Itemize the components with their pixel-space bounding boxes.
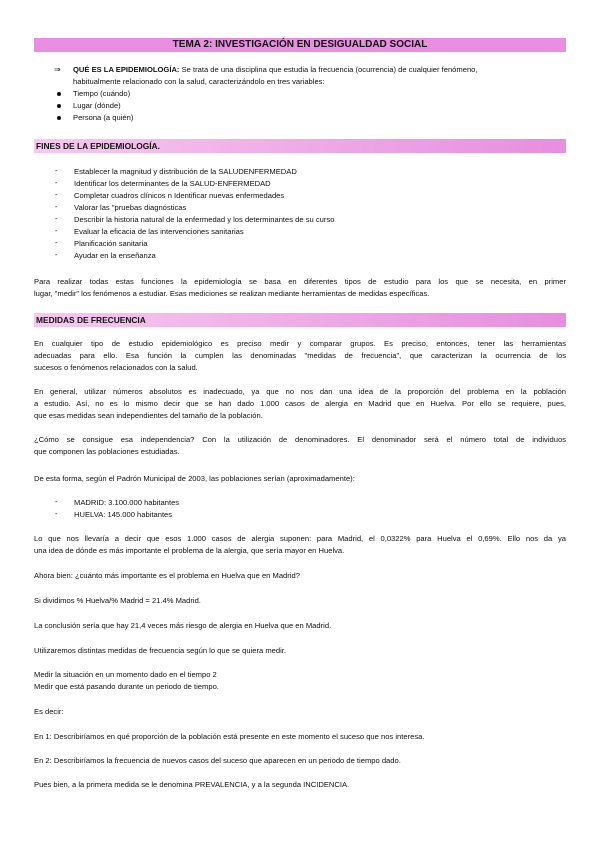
paragraph-line: que componen las poblaciones estudiadas. bbox=[34, 447, 180, 456]
paragraph-line: sucesos o fenómenos relacionados con la salud. bbox=[34, 363, 198, 372]
paragraph-line: En general, utilizar números absolutos es inadecuado, ya que no nos dan una idea de la proporción del problema en la población bbox=[34, 387, 566, 396]
page-title: TEMA 2: INVESTIGACIÓN EN DESIGUALDAD SOCIAL bbox=[34, 38, 566, 52]
arrow-icon: ⇒ bbox=[54, 65, 61, 74]
list-item: Evaluar la eficacia de las intervenciones sanitarias bbox=[74, 227, 244, 236]
section-heading-medidas: MEDIDAS DE FRECUENCIA bbox=[34, 313, 566, 327]
paragraph-line: En cualquier tipo de estudio epidemiológico es preciso medir y comparar grupos. Es preciso, entonces, tener las herramientas bbox=[34, 339, 566, 348]
paragraph-line: ¿Cómo se consigue esa independencia? Con la utilización de denominadores. El denominador será el número total de individuos bbox=[34, 435, 566, 444]
fines-paragraph-line-1: Para realizar todas estas funciones la epidemiología se basa en diferentes tipos de estudio para los que se necesita, en primer bbox=[34, 277, 566, 286]
dash-marker: - bbox=[55, 166, 58, 175]
list-item: Describir la historia natural de la enfermedad y los determinantes de su curso bbox=[74, 215, 335, 224]
dash-marker: - bbox=[55, 190, 58, 199]
paragraph-line: En 2: Describiríamos la frecuencia de nuevos casos del suceso que aparecen en un periodo de tiempo dado. bbox=[34, 756, 401, 765]
list-item: Valorar las "pruebas diagnósticas bbox=[74, 203, 187, 212]
paragraph-line: adecuadas para ello. Esa función la cumplen las denominadas "medidas de frecuencia", que caracterizan la ocurrencia de los bbox=[34, 351, 566, 360]
paragraph-line: Utilizaremos distintas medidas de frecuencia según lo que se quiera medir. bbox=[34, 646, 286, 655]
intro-line-1 bbox=[73, 64, 567, 76]
section-heading-fines: FINES DE LA EPIDEMIOLOGÍA. bbox=[34, 139, 566, 153]
dash-marker: - bbox=[55, 497, 58, 506]
dash-marker: - bbox=[55, 202, 58, 211]
dash-marker: - bbox=[55, 238, 58, 247]
dash-marker: - bbox=[55, 214, 58, 223]
paragraph-line: que esas medidas sean independientes del tamaño de la población. bbox=[34, 411, 263, 420]
paragraph-line: Lo que nos llevaría a decir que esos 1.000 casos de alergia suponen: para Madrid, el 0,0322% para Huelva el 0,69%. Ello nos da ya bbox=[34, 534, 566, 543]
paragraph-line: una idea de dónde es más importante el problema de la alergia, que sería mayor en Huelva. bbox=[34, 546, 345, 555]
intro-text-2: habitualmente relacionado con la salud, caracterizándolo en tres variables: bbox=[73, 77, 325, 86]
bullet-icon bbox=[57, 92, 61, 96]
dash-marker: - bbox=[55, 226, 58, 235]
paragraph-line: Es decir: bbox=[34, 707, 64, 716]
intro-label: QUÉ ES LA EPIDEMIOLOGÍA: bbox=[73, 65, 180, 74]
paragraph-line: a estudio. Así, no es lo mismo decir que se han dado 1.000 casos de alergia en Madrid que en Huelva. Por ello se requiere, pues, bbox=[34, 399, 566, 408]
fines-paragraph-line-2: lugar, "medir" los fenómenos a estudiar. Esas mediciones se realizan mediante herramientas de medidas específicas. bbox=[34, 289, 430, 298]
list-item: Completar cuadros clínicos n Identificar nuevas enfermedades bbox=[74, 191, 285, 200]
variable-item: Lugar (dónde) bbox=[73, 101, 121, 110]
dash-marker: - bbox=[55, 178, 58, 187]
list-item: Ayudar en la enseñanza bbox=[74, 251, 156, 260]
list-item: Identificar los determinantes de la SALUD-ENFERMEDAD bbox=[74, 179, 271, 188]
bullet-icon bbox=[57, 116, 61, 120]
paragraph-line: En 1: Describiríamos en qué proporción de la población está presente en este momento el suceso que nos interesa. bbox=[34, 732, 425, 741]
list-item: HUELVA: 145.000 habitantes bbox=[74, 510, 173, 519]
paragraph-line: La conclusión sería que hay 21,4 veces más riesgo de alergia en Huelva que en Madrid. bbox=[34, 621, 332, 630]
intro-text-1: Se trata de una disciplina que estudia la frecuencia (ocurrencia) de cualquier fenómeno, bbox=[181, 65, 478, 74]
bullet-icon bbox=[57, 104, 61, 108]
list-item: Planificación sanitaria bbox=[74, 239, 148, 248]
dash-marker: - bbox=[55, 509, 58, 518]
paragraph-line: Medir la situación en un momento dado en el tiempo 2 bbox=[34, 670, 217, 679]
dash-marker: - bbox=[55, 250, 58, 259]
paragraph-line: Si dividimos % Huelva/% Madrid = 21.4% Madrid. bbox=[34, 596, 201, 605]
list-item: MADRID: 3.100.000 habitantes bbox=[74, 498, 180, 507]
paragraph-line: Medir que está pasando durante un periodo de tiempo. bbox=[34, 682, 219, 691]
variable-item: Tiempo (cuándo) bbox=[73, 89, 131, 98]
paragraph-line: De esta forma, según el Padrón Municipal de 2003, las poblaciones serían (aproximadamente): bbox=[34, 474, 355, 483]
list-item: Establecer la magnitud y distribución de la SALUDENFERMEDAD bbox=[74, 167, 297, 176]
paragraph-line: Pues bien, a la primera medida se le denomina PREVALENCIA, y a la segunda INCIDENCIA. bbox=[34, 780, 350, 789]
variable-item: Persona (a quién) bbox=[73, 113, 134, 122]
paragraph-line: Ahora bien: ¿cuánto más importante es el problema en Huelva que en Madrid? bbox=[34, 571, 300, 580]
